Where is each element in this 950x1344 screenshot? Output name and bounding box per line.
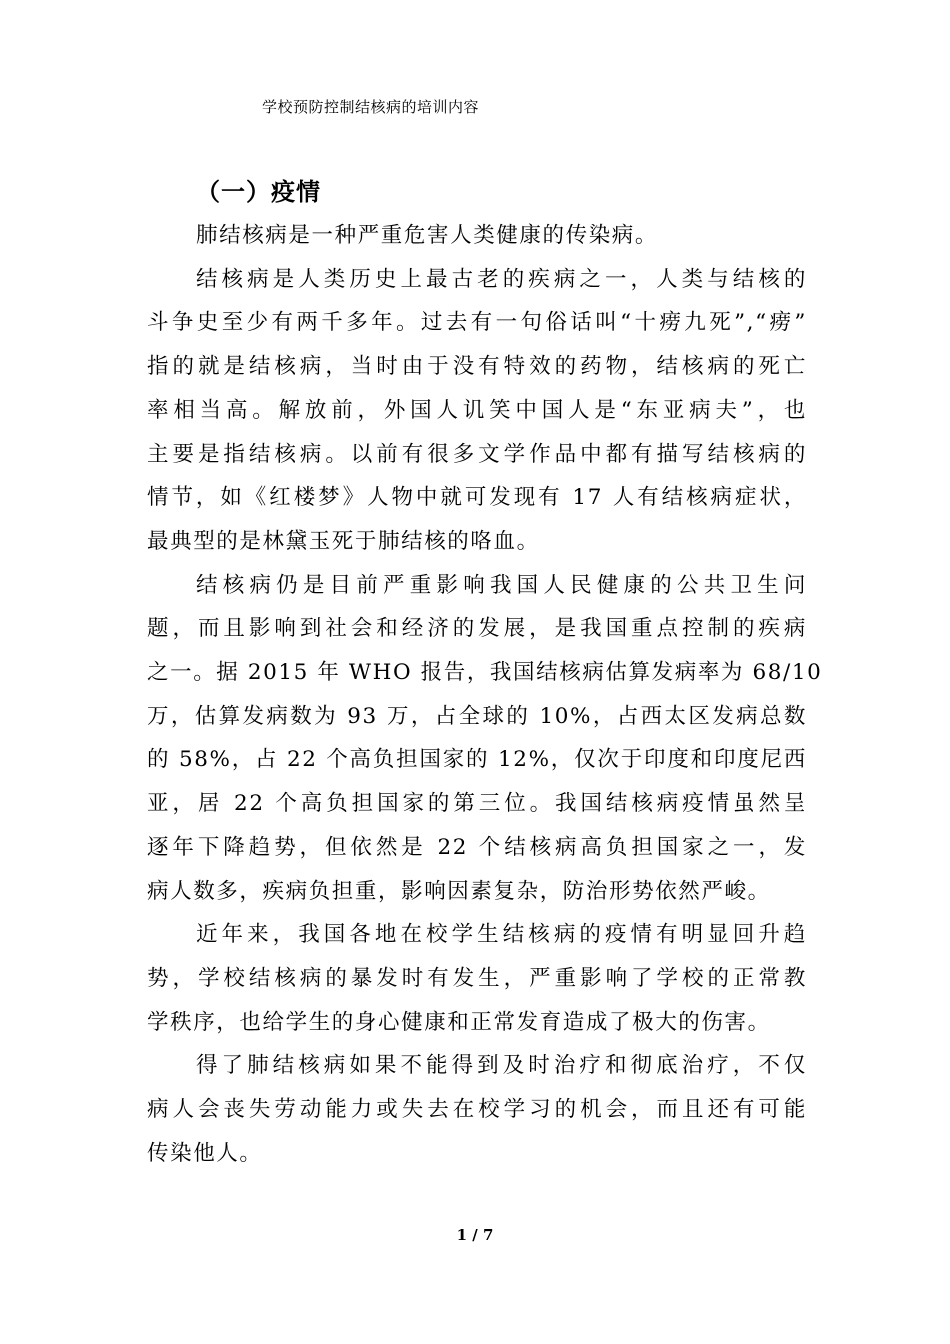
- paragraph-4: [147, 913, 807, 1044]
- paragraph-line: 势，学校结核病的暴发时有发生，严重影响了学校的正常教: [147, 965, 807, 991]
- paragraph-line: 指的就是结核病，当时由于没有特效的药物，结核病的死亡: [147, 354, 807, 380]
- paragraph-line: 的 58%，占 22 个高负担国家的 12%，仅次于印度和印度尼西: [147, 747, 807, 773]
- paragraph-line: 得了肺结核病如果不能得到及时治疗和彻底治疗，不仅: [196, 1053, 807, 1079]
- paragraph-1: [147, 214, 807, 258]
- paragraph-5: [147, 1044, 807, 1175]
- paragraph-line: 情节，如《红楼梦》人物中就可发现有 17 人有结核病症状，: [147, 485, 807, 511]
- paragraph-line: 率相当高。解放前，外国人讥笑中国人是“东亚病夫”，也: [147, 397, 807, 423]
- paragraph-line: 近年来，我国各地在校学生结核病的疫情有明显回升趋: [196, 922, 807, 948]
- paragraph-line: 之一。据 2015 年 WHO 报告，我国结核病估算发病率为 68/10: [147, 660, 823, 686]
- paragraph-line: 题，而且影响到社会和经济的发展，是我国重点控制的疾病: [147, 616, 807, 642]
- paragraph-line: 病人数多，疾病负担重，影响因素复杂，防治形势依然严峻。: [147, 878, 771, 904]
- paragraph-3: [147, 564, 823, 914]
- paragraph-2: [147, 258, 807, 564]
- paragraph-line: 学秩序，也给学生的身心健康和正常发育造成了极大的伤害。: [147, 1009, 771, 1035]
- paragraph-line: 结核病仍是目前严重影响我国人民健康的公共卫生问: [196, 572, 807, 598]
- page-number: 1 / 7: [456, 1226, 494, 1244]
- document-body: [147, 214, 823, 1175]
- document-header-title: 学校预防控制结核病的培训内容: [262, 98, 480, 116]
- paragraph-line: 逐年下降趋势，但依然是 22 个结核病高负担国家之一，发: [147, 834, 807, 860]
- paragraph-line: 斗争史至少有两千多年。过去有一句俗话叫“十痨九死”,“痨”: [147, 310, 807, 336]
- paragraph-line: 病人会丧失劳动能力或失去在校学习的机会，而且还有可能: [147, 1097, 807, 1123]
- paragraph-line: 万，估算发病数为 93 万，占全球的 10%，占西太区发病总数: [147, 703, 807, 729]
- paragraph-line: 主要是指结核病。以前有很多文学作品中都有描写结核病的: [147, 441, 807, 467]
- paragraph-line: 肺结核病是一种严重危害人类健康的传染病。: [196, 223, 659, 248]
- section-title: （一）疫情: [196, 178, 321, 206]
- paragraph-line: 结核病是人类历史上最古老的疾病之一，人类与结核的: [196, 266, 807, 292]
- paragraph-line: 亚，居 22 个高负担国家的第三位。我国结核病疫情虽然呈: [147, 791, 807, 817]
- paragraph-line: 传染他人。: [147, 1140, 263, 1166]
- paragraph-line: 最典型的是林黛玉死于肺结核的咯血。: [147, 528, 540, 554]
